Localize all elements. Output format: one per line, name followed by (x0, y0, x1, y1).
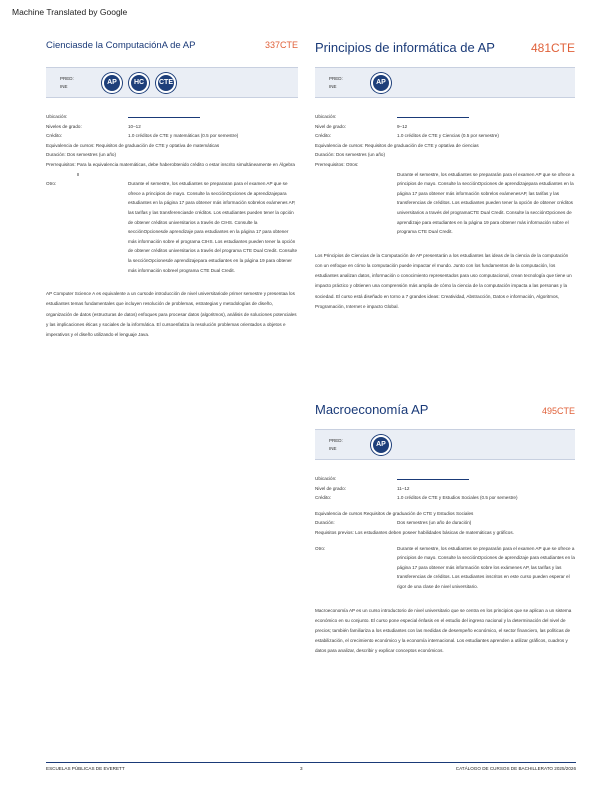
course-code: 337CTE (264, 40, 298, 50)
hc-badge-icon: HC (129, 73, 149, 93)
course-title: Principios de informática de AP (315, 40, 495, 55)
badge-labels: PRED: INE (329, 437, 343, 451)
course-code: 495CTE (541, 406, 575, 416)
course-code: 481CTE (530, 41, 575, 55)
course-badge-band (46, 67, 298, 98)
course-description: AP Computer Science A es equivalente a un cursode introducción de nivel universitariode primer semestre y presentaa los estudiantes temas fundamentales que incluyen resolución de problemas, estrategias y metodologías de diseño, organización de datos (estructuras de datos) enfoques para procesar datos (algoritmos), análisis de soluciones potenciales y las implicaciones éticas y sociales de la informática. El cursoenfatiza la resolución problemas orientados a objetos e imperativos y el diseño utilizando el lenguaje Java. (46, 291, 297, 337)
badge-labels: PRED: INE (329, 75, 343, 89)
location-blank (128, 117, 200, 118)
course-description: Macroeconomía AP es un curso introductorio de nivel universitario que se centra en los principios que se aplican a un sistema económico en su conjunto. El curso pone especial énfasis en el estudio del ingreso nacional y la determinación del nivel de precios; también familiariza a los estudiantes con las medidas de desempeño económico, el sector financiero, las políticas de estabilización, el crecimiento económico y la economía internacional. Los estudiantes aprenden a utilizar gráficos, cuadros y datos para analizar, describir y explicar conceptos económicos. (315, 607, 572, 654)
ap-badge-icon: AP (371, 435, 391, 455)
location-blank (397, 479, 469, 480)
machine-translated-label: Machine Translated by Google (12, 7, 128, 17)
course-title: Macroeconomía AP (315, 402, 429, 417)
course-section-macro (315, 402, 575, 657)
course-description: Los Principios de Ciencias de la Computación de AP presentarán a los estudiantes las ideas de la ciencia de la computación con un enfoque en cómo la computación puede impactar el mundo. Junto con los fundamentos de la computación, los estudiantes analizan datos, información o conocimiento representados para uso computacional, crean tecnología que tiene un impacto práctico y obtienen una comprensión más amplia de cómo la ciencia de la computación impacta a las personas y la sociedad. El curso está diseñado en torno a 7 grandes ideas: Creatividad, Abstracción, Datos e información, Algoritmos, Programación, Internet e impacto Global. (315, 252, 572, 309)
course-badge-band (315, 429, 575, 460)
course-info: Ubicación: Nivel de grado: 9–12 Crédito: 1.0 créditos de CTE y Ciencias (0.5 por semestre) Equivalencia de cursos: Requisitos de graduación de CTE y optativa de ciencias Duración: Dos semestres (un año) Prerrequisitos: Otros: Durante el semestre, los estudiantes se prepararán para el examen AP que se ofrece a principios de mayo. Consulte la secciónOpciones de aprendizajepara estudiantes en la página 17 para obtener más información sobrelos exámenesAP, las tarifas y las transferencias de créditos. Los estudiantes pueden tener la opción de obtener créditos universitarios a través del programaCTE Dual Credit. Consulte la secciónOpciones de aprendizaje para estudiantes en la página 19 para obtener más información sobre el programa CTE Dual Credit. (315, 114, 575, 235)
footer-school: ESCUELAS PÚBLICAS DE EVERETT (46, 766, 125, 771)
course-info: Ubicación: Niveles de grado: 10–12 Crédito: 1.0 créditos de CTE y matemáticas (0.5 por semestre) Equivalencia de cursos: Requisitos de graduación de CTE y optativa de matemáticas Duración: Dos semestres (un año) Prerrequisitos: Para la equivalencia matemáticas, debe haberobtenido crédito o estar inscrito simultáneamente en Álgebra II Otro: Durante el semestre, los estudiantes se prepararan para el examen AP que se ofrece a principios de mayo. Consulte la secciónOpciones de aprendizajepara estudiantes en la página 17 para obtener más información sobrelos exámenes AP, las tarifas y las transferenciasde créditos. Los estudiantes pueden tener la opción de obtener créditos universitarios a través de CIHS. Consulte la secciónOpcionesde aprendizaje para estudiantes en la página 17 para obtener más información sobre el programa CIHS. Los estudiantes pueden tener la opción de obtener créditos universitarios a través del programa CTE Dual Credit. Consulte la secciónOpcionesde aprendizajepara estudiantes en la página 19 para obtener más información sobreel programa CTE Dual Credit. (46, 114, 298, 273)
footer-page-number: 3 (300, 766, 303, 771)
course-info: Ubicación: Nivel de grado: 11–12 Crédito: 1.0 créditos de CTE y Estudios Sociales (0.5 por semestre) Equivalencia de cursos Requisitos de graduación de CTE y Estudios Sociales Duración: Dos semestres (un año de duración) Requisitos previos: Los estudiantes deben poseer habilidades básicas de matemáticas y gráficos. Otro: Durante el semestre, los estudiantes se prepararán para el examen AP que se ofrece a principios de mayo. Consulte la secciónOpciones de aprendizaje para estudiantes en la página 17 para obtener más información sobre los exámenes AP, las tarifas y las transferencias de créditos. Los estudiantes inscritos en este curso pueden esperar el rigor de una clase de nivel universitario. (315, 476, 575, 589)
ap-badge-icon: AP (371, 73, 391, 93)
ap-badge-icon: AP (102, 73, 122, 93)
location-blank (397, 117, 469, 118)
course-section-cs-a (46, 40, 298, 340)
course-title: Cienciasde la ComputaciónA de AP (46, 40, 196, 51)
cte-badge-icon: CTE (156, 73, 176, 93)
footer-catalog: CATÁLOGO DE CURSOS DE BACHILLERATO 2025/2026 (455, 766, 576, 771)
course-section-csp (315, 40, 575, 312)
course-badge-band (315, 67, 575, 98)
footer-rule (46, 762, 576, 763)
badge-labels: PRED: INE (60, 75, 74, 89)
